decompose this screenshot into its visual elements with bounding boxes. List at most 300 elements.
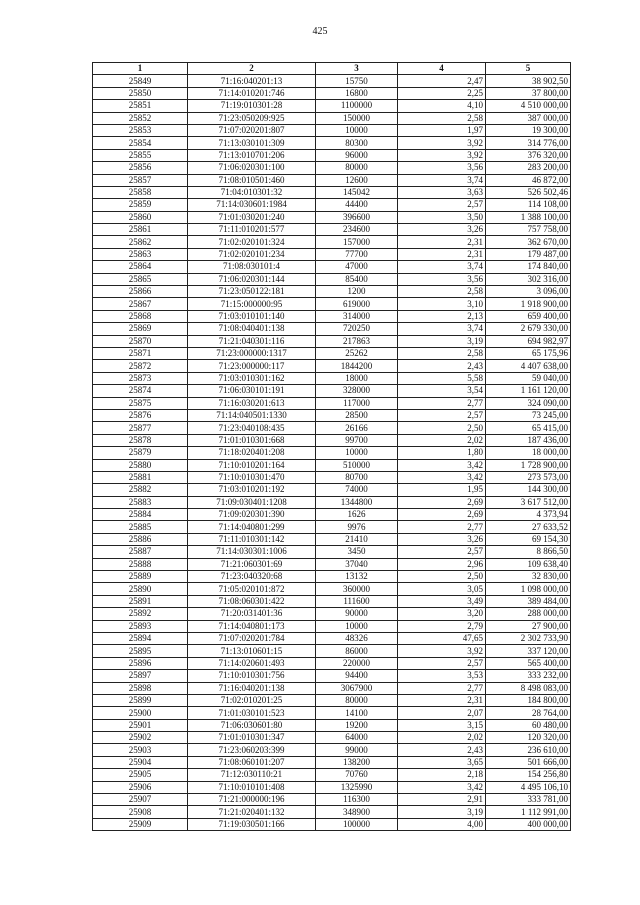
table-cell: 302 316,00 bbox=[486, 273, 571, 285]
table-cell: 234600 bbox=[316, 224, 398, 236]
table-cell: 71:14:030601:1984 bbox=[188, 199, 316, 211]
column-header: 2 bbox=[188, 63, 316, 75]
table-cell: 71:21:060301:69 bbox=[188, 558, 316, 570]
table-cell: 396600 bbox=[316, 211, 398, 223]
table-cell: 314000 bbox=[316, 310, 398, 322]
table-cell: 2,91 bbox=[398, 794, 486, 806]
table-cell: 138200 bbox=[316, 756, 398, 768]
table-cell: 389 484,00 bbox=[486, 595, 571, 607]
table-cell: 25860 bbox=[93, 211, 188, 223]
table-cell: 187 436,00 bbox=[486, 434, 571, 446]
table-row bbox=[93, 632, 571, 644]
table-cell: 25885 bbox=[93, 521, 188, 533]
table-cell: 25852 bbox=[93, 112, 188, 124]
table-cell: 2,31 bbox=[398, 248, 486, 260]
table-cell: 25864 bbox=[93, 261, 188, 273]
table-cell: 71:11:010301:142 bbox=[188, 533, 316, 545]
table-cell: 25904 bbox=[93, 756, 188, 768]
table-cell: 3,50 bbox=[398, 211, 486, 223]
table-body bbox=[93, 75, 571, 831]
table-cell: 3,42 bbox=[398, 781, 486, 793]
table-cell: 71:06:030101:191 bbox=[188, 385, 316, 397]
table-row bbox=[93, 484, 571, 496]
table-cell: 25888 bbox=[93, 558, 188, 570]
table-cell: 71:10:010301:470 bbox=[188, 471, 316, 483]
table-cell: 109 638,40 bbox=[486, 558, 571, 570]
table-cell: 71:03:010201:192 bbox=[188, 484, 316, 496]
table-cell: 4 510 000,00 bbox=[486, 100, 571, 112]
table-cell: 1,80 bbox=[398, 447, 486, 459]
table-cell: 10000 bbox=[316, 124, 398, 136]
table-cell: 69 154,30 bbox=[486, 533, 571, 545]
table-cell: 1100000 bbox=[316, 100, 398, 112]
table-cell: 25872 bbox=[93, 360, 188, 372]
table-cell: 376 320,00 bbox=[486, 149, 571, 161]
table-cell: 4 407 638,00 bbox=[486, 360, 571, 372]
table-cell: 4,10 bbox=[398, 100, 486, 112]
table-cell: 3,19 bbox=[398, 806, 486, 818]
table-cell: 3 096,00 bbox=[486, 286, 571, 298]
table-cell: 14100 bbox=[316, 707, 398, 719]
table-cell: 2,13 bbox=[398, 310, 486, 322]
table-cell: 4 495 106,10 bbox=[486, 781, 571, 793]
table-cell: 71:08:060101:207 bbox=[188, 756, 316, 768]
table-cell: 25865 bbox=[93, 273, 188, 285]
table-cell: 25868 bbox=[93, 310, 188, 322]
table-row bbox=[93, 657, 571, 669]
table-cell: 387 000,00 bbox=[486, 112, 571, 124]
table-cell: 25895 bbox=[93, 645, 188, 657]
table-row bbox=[93, 682, 571, 694]
table-cell: 71:08:040401:138 bbox=[188, 323, 316, 335]
table-cell: 25899 bbox=[93, 694, 188, 706]
table-cell: 5,58 bbox=[398, 372, 486, 384]
table-cell: 25871 bbox=[93, 347, 188, 359]
table-cell: 25894 bbox=[93, 632, 188, 644]
table-cell: 526 502,46 bbox=[486, 186, 571, 198]
table-cell: 2,58 bbox=[398, 347, 486, 359]
table-cell: 25879 bbox=[93, 447, 188, 459]
table-cell: 8 866,50 bbox=[486, 546, 571, 558]
table-cell: 3 617 512,00 bbox=[486, 496, 571, 508]
table-cell: 71:06:030601:80 bbox=[188, 719, 316, 731]
table-cell: 71:14:040501:1330 bbox=[188, 409, 316, 421]
table-cell: 1,95 bbox=[398, 484, 486, 496]
table-cell: 15750 bbox=[316, 75, 398, 87]
table-row bbox=[93, 707, 571, 719]
table-cell: 3,05 bbox=[398, 583, 486, 595]
table-cell: 174 840,00 bbox=[486, 261, 571, 273]
table-cell: 71:09:020301:390 bbox=[188, 509, 316, 521]
table-cell: 25858 bbox=[93, 186, 188, 198]
table-cell: 71:08:060301:422 bbox=[188, 595, 316, 607]
table-row bbox=[93, 521, 571, 533]
table-cell: 236 610,00 bbox=[486, 744, 571, 756]
table-cell: 71:14:010201:746 bbox=[188, 87, 316, 99]
table-cell: 12600 bbox=[316, 174, 398, 186]
table-cell: 3067900 bbox=[316, 682, 398, 694]
table-cell: 2,69 bbox=[398, 496, 486, 508]
table-cell: 28 764,00 bbox=[486, 707, 571, 719]
table-cell: 25850 bbox=[93, 87, 188, 99]
table-cell: 46 872,00 bbox=[486, 174, 571, 186]
table-row bbox=[93, 422, 571, 434]
table-cell: 3,74 bbox=[398, 323, 486, 335]
table-cell: 65 415,00 bbox=[486, 422, 571, 434]
table-cell: 694 982,97 bbox=[486, 335, 571, 347]
table-row bbox=[93, 100, 571, 112]
table-cell: 154 256,80 bbox=[486, 769, 571, 781]
table-row bbox=[93, 112, 571, 124]
table-row bbox=[93, 781, 571, 793]
column-header: 1 bbox=[93, 63, 188, 75]
table-cell: 328000 bbox=[316, 385, 398, 397]
table-cell: 71:15:000000:95 bbox=[188, 298, 316, 310]
table-cell: 25863 bbox=[93, 248, 188, 260]
table-cell: 100000 bbox=[316, 818, 398, 830]
table-row bbox=[93, 459, 571, 471]
table-cell: 510000 bbox=[316, 459, 398, 471]
table-cell: 217863 bbox=[316, 335, 398, 347]
table-cell: 71:02:010201:25 bbox=[188, 694, 316, 706]
table-cell: 32 830,00 bbox=[486, 571, 571, 583]
table-cell: 25866 bbox=[93, 286, 188, 298]
table-cell: 2,18 bbox=[398, 769, 486, 781]
table-row bbox=[93, 694, 571, 706]
table-cell: 3,49 bbox=[398, 595, 486, 607]
table-row bbox=[93, 323, 571, 335]
table-row bbox=[93, 769, 571, 781]
table-cell: 71:06:020301:144 bbox=[188, 273, 316, 285]
table-cell: 3,65 bbox=[398, 756, 486, 768]
table-row bbox=[93, 806, 571, 818]
table-cell: 25880 bbox=[93, 459, 188, 471]
table-cell: 288 000,00 bbox=[486, 608, 571, 620]
table-cell: 25870 bbox=[93, 335, 188, 347]
table-cell: 3,92 bbox=[398, 149, 486, 161]
table-cell: 71:02:020101:324 bbox=[188, 236, 316, 248]
table-cell: 1 918 900,00 bbox=[486, 298, 571, 310]
table-cell: 25893 bbox=[93, 620, 188, 632]
table-cell: 3,92 bbox=[398, 645, 486, 657]
table-cell: 96000 bbox=[316, 149, 398, 161]
table-cell: 71:10:010301:756 bbox=[188, 670, 316, 682]
table-row bbox=[93, 137, 571, 149]
table-cell: 71:14:040801:299 bbox=[188, 521, 316, 533]
table-row bbox=[93, 360, 571, 372]
table-cell: 150000 bbox=[316, 112, 398, 124]
table-cell: 25857 bbox=[93, 174, 188, 186]
table-cell: 25907 bbox=[93, 794, 188, 806]
table-cell: 70760 bbox=[316, 769, 398, 781]
table-row bbox=[93, 149, 571, 161]
table-cell: 71:13:010601:15 bbox=[188, 645, 316, 657]
table-cell: 2,02 bbox=[398, 434, 486, 446]
table-row bbox=[93, 236, 571, 248]
table-cell: 25903 bbox=[93, 744, 188, 756]
table-cell: 71:13:030101:309 bbox=[188, 137, 316, 149]
table-cell: 3,26 bbox=[398, 224, 486, 236]
table-cell: 19 300,00 bbox=[486, 124, 571, 136]
table-cell: 99700 bbox=[316, 434, 398, 446]
table-cell: 3,56 bbox=[398, 162, 486, 174]
table-cell: 25896 bbox=[93, 657, 188, 669]
table-cell: 3,63 bbox=[398, 186, 486, 198]
table-row bbox=[93, 286, 571, 298]
table-cell: 71:10:010201:164 bbox=[188, 459, 316, 471]
table-row bbox=[93, 224, 571, 236]
table-cell: 73 245,00 bbox=[486, 409, 571, 421]
table-cell: 47000 bbox=[316, 261, 398, 273]
table-cell: 71:16:030201:613 bbox=[188, 397, 316, 409]
table-cell: 71:01:010301:668 bbox=[188, 434, 316, 446]
table-cell: 3,26 bbox=[398, 533, 486, 545]
table-cell: 3450 bbox=[316, 546, 398, 558]
table-cell: 2,58 bbox=[398, 112, 486, 124]
table-cell: 2,31 bbox=[398, 236, 486, 248]
table-cell: 757 758,00 bbox=[486, 224, 571, 236]
table-row bbox=[93, 756, 571, 768]
table-cell: 21410 bbox=[316, 533, 398, 545]
table-cell: 1200 bbox=[316, 286, 398, 298]
table-cell: 90000 bbox=[316, 608, 398, 620]
table-cell: 60 480,00 bbox=[486, 719, 571, 731]
table-cell: 25867 bbox=[93, 298, 188, 310]
table-cell: 71:12:030110:21 bbox=[188, 769, 316, 781]
table-cell: 59 040,00 bbox=[486, 372, 571, 384]
table-cell: 25853 bbox=[93, 124, 188, 136]
table-cell: 86000 bbox=[316, 645, 398, 657]
table-cell: 25874 bbox=[93, 385, 188, 397]
table-cell: 25876 bbox=[93, 409, 188, 421]
table-cell: 25855 bbox=[93, 149, 188, 161]
table-cell: 25900 bbox=[93, 707, 188, 719]
table-cell: 48326 bbox=[316, 632, 398, 644]
table-cell: 71:03:010101:140 bbox=[188, 310, 316, 322]
table-cell: 619000 bbox=[316, 298, 398, 310]
table-cell: 145042 bbox=[316, 186, 398, 198]
table-cell: 1844200 bbox=[316, 360, 398, 372]
table-cell: 120 320,00 bbox=[486, 732, 571, 744]
table-cell: 71:23:040320:68 bbox=[188, 571, 316, 583]
table-cell: 25902 bbox=[93, 732, 188, 744]
table-row bbox=[93, 670, 571, 682]
table-row bbox=[93, 719, 571, 731]
table-cell: 71:16:040201:13 bbox=[188, 75, 316, 87]
table-cell: 44400 bbox=[316, 199, 398, 211]
table-cell: 10000 bbox=[316, 620, 398, 632]
table-cell: 3,19 bbox=[398, 335, 486, 347]
table-row bbox=[93, 533, 571, 545]
table-cell: 2,25 bbox=[398, 87, 486, 99]
table-cell: 25262 bbox=[316, 347, 398, 359]
table-cell: 324 090,00 bbox=[486, 397, 571, 409]
table-cell: 71:01:030101:523 bbox=[188, 707, 316, 719]
table-cell: 3,42 bbox=[398, 471, 486, 483]
table-cell: 71:16:040201:138 bbox=[188, 682, 316, 694]
table-cell: 184 800,00 bbox=[486, 694, 571, 706]
table-cell: 71:07:020201:807 bbox=[188, 124, 316, 136]
table-cell: 3,42 bbox=[398, 459, 486, 471]
table-cell: 10000 bbox=[316, 447, 398, 459]
table-cell: 659 400,00 bbox=[486, 310, 571, 322]
table-cell: 1 098 000,00 bbox=[486, 583, 571, 595]
table-cell: 25890 bbox=[93, 583, 188, 595]
table-cell: 38 902,50 bbox=[486, 75, 571, 87]
table-cell: 71:07:020201:784 bbox=[188, 632, 316, 644]
table-cell: 1 161 120,00 bbox=[486, 385, 571, 397]
table-cell: 71:04:010301:32 bbox=[188, 186, 316, 198]
table-cell: 3,92 bbox=[398, 137, 486, 149]
table-cell: 71:01:010301:347 bbox=[188, 732, 316, 744]
table-cell: 94400 bbox=[316, 670, 398, 682]
page-number: 425 bbox=[312, 26, 328, 37]
table-cell: 25883 bbox=[93, 496, 188, 508]
table-row bbox=[93, 409, 571, 421]
table-cell: 2,77 bbox=[398, 397, 486, 409]
table-cell: 37040 bbox=[316, 558, 398, 570]
table-cell: 71:02:020101:234 bbox=[188, 248, 316, 260]
table-row bbox=[93, 571, 571, 583]
table-cell: 4 373,94 bbox=[486, 509, 571, 521]
table-row bbox=[93, 199, 571, 211]
table-row bbox=[93, 509, 571, 521]
table-row bbox=[93, 211, 571, 223]
table-row bbox=[93, 248, 571, 260]
table-cell: 273 573,00 bbox=[486, 471, 571, 483]
table-cell: 2,77 bbox=[398, 521, 486, 533]
table-cell: 25906 bbox=[93, 781, 188, 793]
table-cell: 360000 bbox=[316, 583, 398, 595]
table-row bbox=[93, 608, 571, 620]
table-cell: 2,31 bbox=[398, 694, 486, 706]
table-cell: 18000 bbox=[316, 372, 398, 384]
table-cell: 1 112 991,00 bbox=[486, 806, 571, 818]
table-cell: 337 120,00 bbox=[486, 645, 571, 657]
table-cell: 362 670,00 bbox=[486, 236, 571, 248]
table-row bbox=[93, 794, 571, 806]
table-row bbox=[93, 174, 571, 186]
table-cell: 179 487,00 bbox=[486, 248, 571, 260]
column-header: 3 bbox=[316, 63, 398, 75]
table-cell: 80700 bbox=[316, 471, 398, 483]
table-cell: 19200 bbox=[316, 719, 398, 731]
table-cell: 18 000,00 bbox=[486, 447, 571, 459]
table-cell: 501 666,00 bbox=[486, 756, 571, 768]
table-cell: 25881 bbox=[93, 471, 188, 483]
table-cell: 25897 bbox=[93, 670, 188, 682]
table-cell: 71:08:010501:460 bbox=[188, 174, 316, 186]
table-cell: 565 400,00 bbox=[486, 657, 571, 669]
table-row bbox=[93, 162, 571, 174]
table-row bbox=[93, 261, 571, 273]
table-cell: 71:18:020401:208 bbox=[188, 447, 316, 459]
table-cell: 2,79 bbox=[398, 620, 486, 632]
table-cell: 25869 bbox=[93, 323, 188, 335]
table-cell: 71:21:040301:116 bbox=[188, 335, 316, 347]
table-cell: 37 800,00 bbox=[486, 87, 571, 99]
table-cell: 114 108,00 bbox=[486, 199, 571, 211]
table-row bbox=[93, 447, 571, 459]
table-cell: 400 000,00 bbox=[486, 818, 571, 830]
table-cell: 47,65 bbox=[398, 632, 486, 644]
table-cell: 71:14:020601:493 bbox=[188, 657, 316, 669]
table-cell: 348900 bbox=[316, 806, 398, 818]
table-cell: 85400 bbox=[316, 273, 398, 285]
table-cell: 3,56 bbox=[398, 273, 486, 285]
table-cell: 71:23:040108:435 bbox=[188, 422, 316, 434]
table-cell: 80000 bbox=[316, 162, 398, 174]
table-cell: 16800 bbox=[316, 87, 398, 99]
table-cell: 26166 bbox=[316, 422, 398, 434]
table-row bbox=[93, 546, 571, 558]
table-cell: 2,57 bbox=[398, 657, 486, 669]
table-row bbox=[93, 744, 571, 756]
table-cell: 25905 bbox=[93, 769, 188, 781]
table-cell: 3,15 bbox=[398, 719, 486, 731]
table-cell: 25861 bbox=[93, 224, 188, 236]
table-cell: 65 175,96 bbox=[486, 347, 571, 359]
table-cell: 25886 bbox=[93, 533, 188, 545]
table-cell: 80300 bbox=[316, 137, 398, 149]
table-cell: 9976 bbox=[316, 521, 398, 533]
table-cell: 25909 bbox=[93, 818, 188, 830]
table-row bbox=[93, 620, 571, 632]
table-cell: 1 728 900,00 bbox=[486, 459, 571, 471]
table-cell: 2,96 bbox=[398, 558, 486, 570]
table-row bbox=[93, 372, 571, 384]
table-row bbox=[93, 645, 571, 657]
table-cell: 25882 bbox=[93, 484, 188, 496]
table-cell: 2,02 bbox=[398, 732, 486, 744]
table-cell: 71:23:000000:117 bbox=[188, 360, 316, 372]
table-cell: 111600 bbox=[316, 595, 398, 607]
table-row bbox=[93, 471, 571, 483]
table-cell: 25877 bbox=[93, 422, 188, 434]
table-cell: 117000 bbox=[316, 397, 398, 409]
table-cell: 71:19:030501:166 bbox=[188, 818, 316, 830]
table-cell: 2,69 bbox=[398, 509, 486, 521]
table-cell: 1344800 bbox=[316, 496, 398, 508]
table-cell: 25898 bbox=[93, 682, 188, 694]
table-cell: 333 232,00 bbox=[486, 670, 571, 682]
table-cell: 2,77 bbox=[398, 682, 486, 694]
table-cell: 4,00 bbox=[398, 818, 486, 830]
table-cell: 25873 bbox=[93, 372, 188, 384]
table-cell: 3,74 bbox=[398, 261, 486, 273]
table-cell: 71:23:060203:399 bbox=[188, 744, 316, 756]
table-row bbox=[93, 583, 571, 595]
table-cell: 71:23:000000:1317 bbox=[188, 347, 316, 359]
table-cell: 25854 bbox=[93, 137, 188, 149]
table-cell: 2,50 bbox=[398, 422, 486, 434]
table-cell: 2,57 bbox=[398, 199, 486, 211]
table-cell: 1,97 bbox=[398, 124, 486, 136]
table-cell: 3,54 bbox=[398, 385, 486, 397]
table-cell: 71:19:010301:28 bbox=[188, 100, 316, 112]
table-row bbox=[93, 298, 571, 310]
table-row bbox=[93, 335, 571, 347]
table-cell: 71:10:010101:408 bbox=[188, 781, 316, 793]
table-cell: 8 498 083,00 bbox=[486, 682, 571, 694]
table-cell: 71:06:020301:100 bbox=[188, 162, 316, 174]
table-cell: 64000 bbox=[316, 732, 398, 744]
table-row bbox=[93, 385, 571, 397]
table-cell: 116300 bbox=[316, 794, 398, 806]
table-cell: 25859 bbox=[93, 199, 188, 211]
table-row bbox=[93, 310, 571, 322]
table-row bbox=[93, 558, 571, 570]
